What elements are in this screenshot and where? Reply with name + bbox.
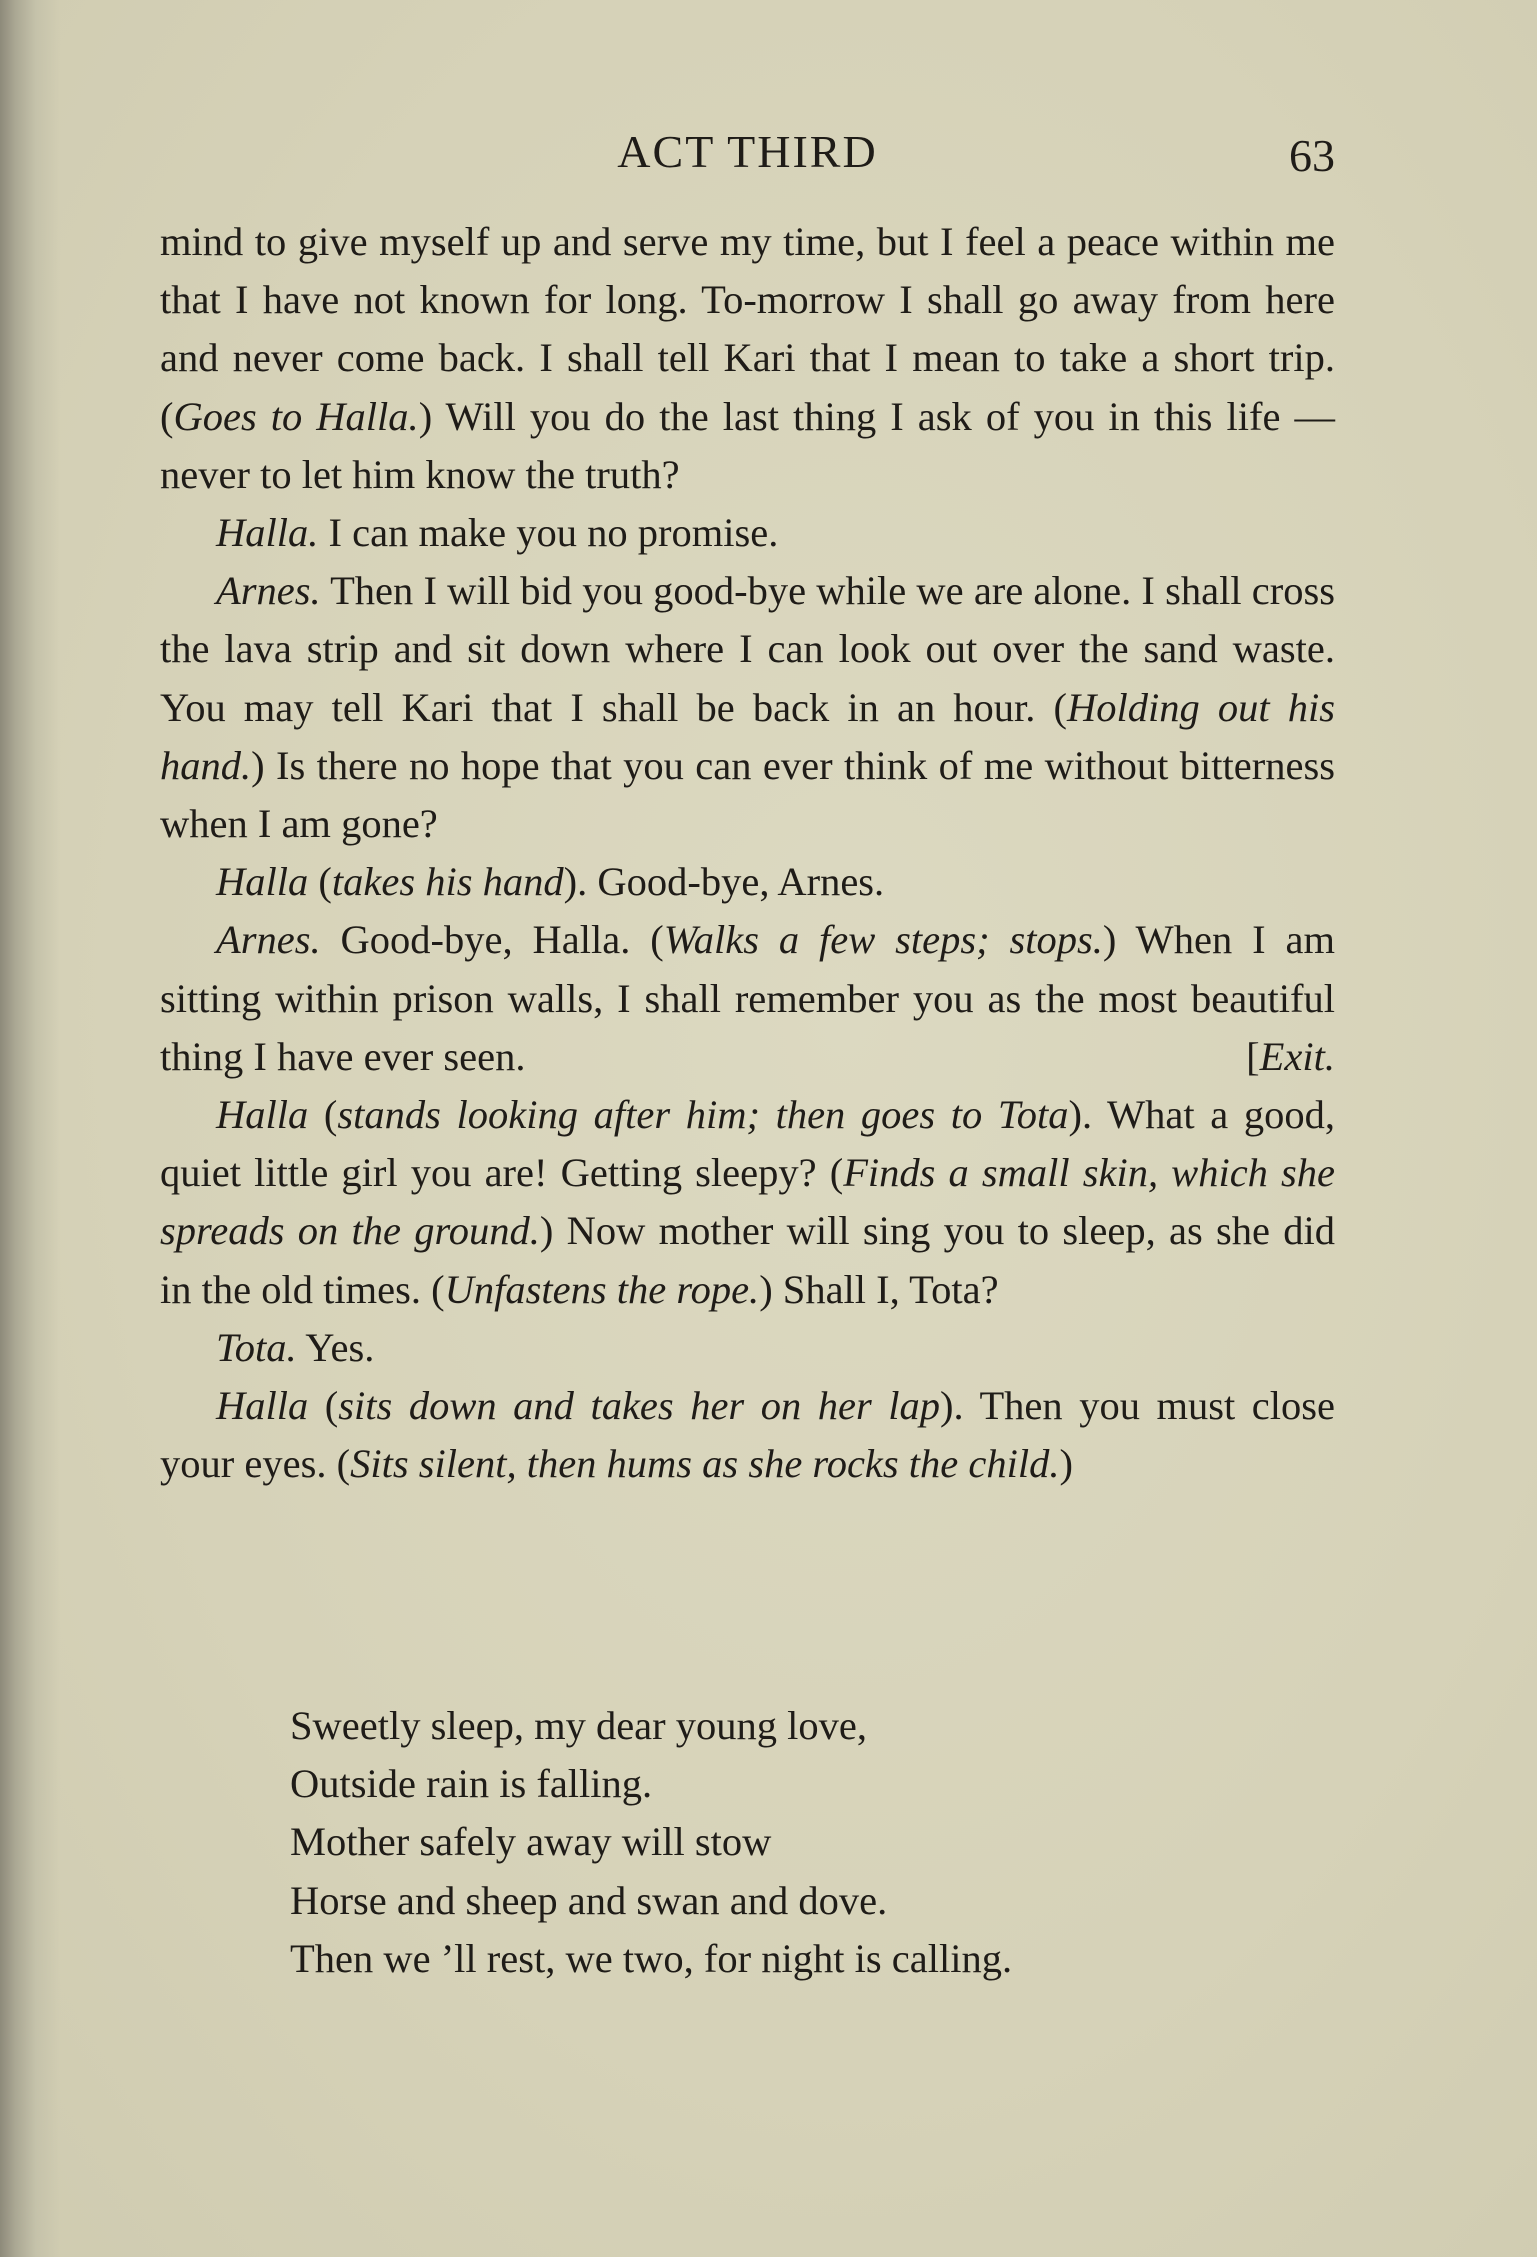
- page-header: [160, 125, 1335, 185]
- running-head: ACT THIRD: [617, 126, 878, 177]
- paragraph: [160, 562, 1335, 853]
- text-segment: I can make you no promise.: [318, 510, 779, 556]
- song-line: Then we ’ll rest, we two, for night is calling.: [290, 1935, 1013, 1981]
- speaker-name: Halla: [216, 1383, 309, 1429]
- text-segment: ): [1059, 1441, 1073, 1487]
- text-segment: mind to give myself up and serve my time, but I feel a peace within me that I have not known for long. To-morrow I shall go away from here and never come back. I shall tell Kari that I mean to take a short trip. (: [160, 219, 1335, 439]
- paragraph: [160, 853, 1335, 911]
- text-segment: (: [308, 1383, 339, 1429]
- body-text: [160, 213, 1335, 1493]
- text-segment: (: [308, 859, 332, 905]
- stage-direction: Walks a few steps; stops.: [663, 917, 1103, 963]
- speaker-name: Halla: [216, 1092, 309, 1138]
- stage-direction: sits down and takes her on her lap: [338, 1383, 941, 1429]
- exit-bracket: [: [1246, 1033, 1260, 1079]
- text-segment: ) Is there no hope that you can ever think of me without bitterness when I am gone?: [160, 742, 1335, 847]
- text-segment: Good-bye, Halla. (: [320, 917, 664, 963]
- stage-direction: takes his hand: [331, 859, 564, 905]
- text-segment: ) Will you do the last thing I ask of you in this life — never to let him know the truth?: [160, 393, 1335, 497]
- paragraph: [160, 1319, 1335, 1377]
- text-segment: (: [308, 1092, 338, 1138]
- song-line: Mother safely away will stow: [290, 1819, 772, 1865]
- stage-direction: Finds a small skin, which she spreads on the ground.: [160, 1150, 1336, 1254]
- paragraph: [160, 1377, 1335, 1493]
- stage-direction: Holding out his hand.: [160, 684, 1335, 788]
- text-segment: ) Shall I, Tota?: [759, 1266, 999, 1312]
- stage-direction: Goes to Halla.: [173, 393, 419, 439]
- paragraph: [160, 213, 1335, 504]
- stage-direction: stands looking after him; then goes to Tota: [337, 1092, 1069, 1138]
- speaker-name: Halla.: [216, 510, 319, 556]
- text-segment: Then I will bid you good-bye while we are alone. I shall cross the lava strip and sit down where I can look out over the sand waste. You may tell Kari that I shall be back in an hour. (: [160, 568, 1335, 730]
- text-segment: ) Now mother will sing you to sleep, as she did in the old times. (: [160, 1208, 1335, 1312]
- speaker-name: Halla: [216, 859, 309, 905]
- text-segment: ). What a good, quiet little girl you are! Getting sleepy? (: [160, 1092, 1335, 1196]
- speaker-name: Arnes.: [216, 568, 321, 614]
- song-line: Outside rain is falling.: [290, 1761, 653, 1807]
- page-gutter-shadow: [0, 0, 60, 2257]
- song-verse: [290, 1697, 1290, 1988]
- text-segment: ). Good-bye, Arnes.: [563, 859, 885, 905]
- exit-direction: [1190, 1028, 1335, 1086]
- stage-direction: Sits silent, then hums as she rocks the child.: [350, 1441, 1060, 1487]
- speaker-name: Tota.: [216, 1324, 297, 1370]
- paragraph: [160, 911, 1335, 1086]
- song-line: Sweetly sleep, my dear young love,: [290, 1703, 867, 1748]
- page-number: 63: [1289, 130, 1335, 181]
- text-segment: ) When I am sitting within prison walls, I shall remember you as the most beautiful thing I have ever seen.: [160, 917, 1335, 1079]
- paragraph: [160, 1086, 1335, 1319]
- stage-direction: Unfastens the rope.: [444, 1266, 760, 1312]
- exit-word: Exit.: [1259, 1033, 1335, 1079]
- song-line: Horse and sheep and swan and dove.: [290, 1877, 888, 1923]
- text-segment: ). Then you must close your eyes. (: [160, 1383, 1335, 1487]
- paragraph: [160, 504, 1335, 562]
- text-segment: Yes.: [296, 1324, 375, 1370]
- speaker-name: Arnes.: [216, 917, 321, 963]
